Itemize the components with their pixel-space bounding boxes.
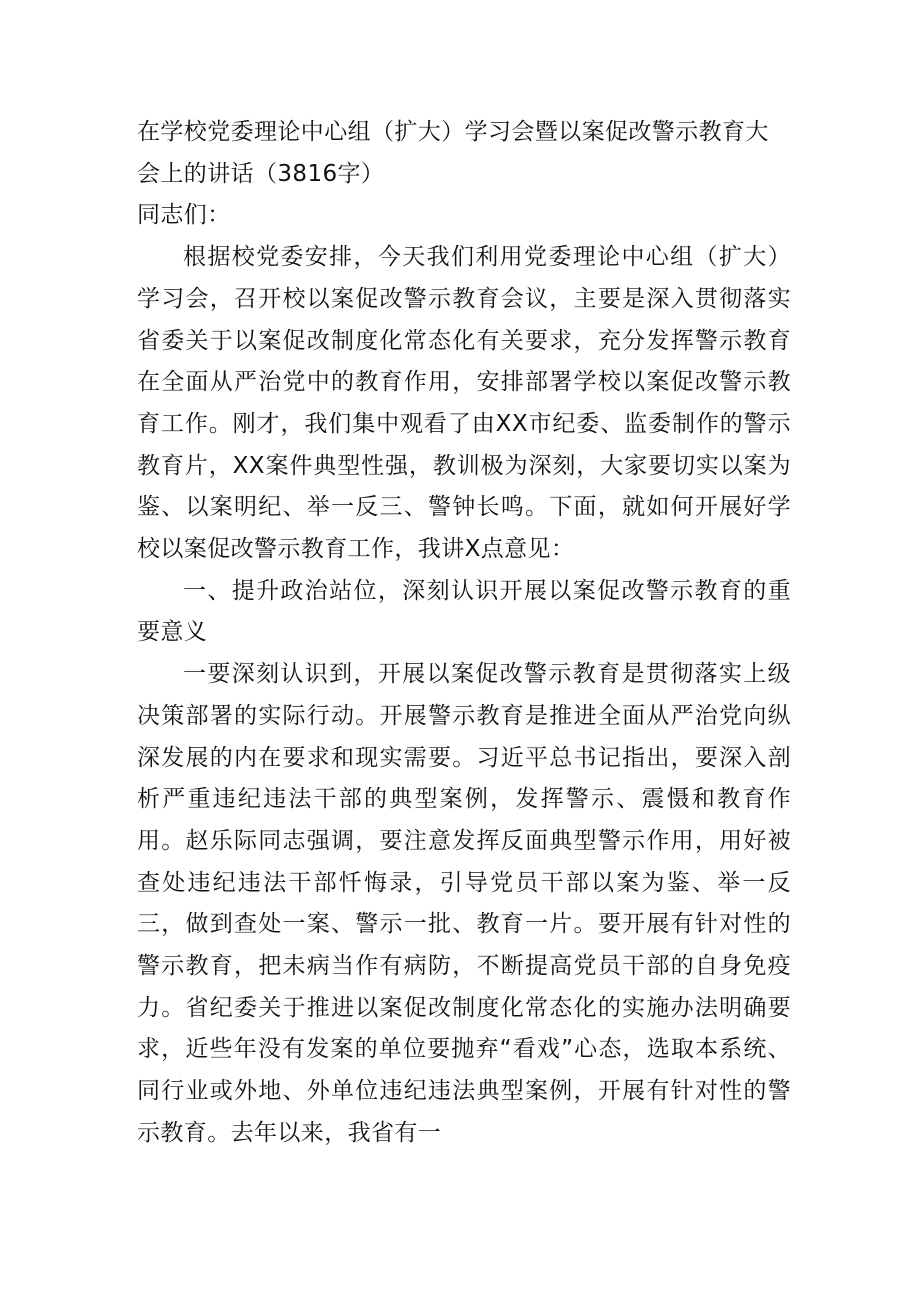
- document-title: 在学校党委理论中心组（扩大）学习会暨以案促改警示教育大会上的讲话（3816字）: [137, 119, 769, 187]
- section-heading-1: 一、提升政治站位，深刻认识开展以案促改警示教育的重要意义: [137, 577, 791, 646]
- paragraph-intro: 根据校党委安排，今天我们利用党委理论中心组（扩大）学习会，召开校以案促改警示教育会议，主要是深入贯彻落实省委关于以案促改制度化常态化有关要求，充分发挥警示教育在全面从严治党中的教育作用，安排部署学校以案促改警示教育工作。刚才，我们集中观看了由XX市纪委、监委制作的警示教育片，XX案件典型性强，教训极为深刻，大家要切实以案为鉴、以案明纪、举一反三、警钟长鸣。下面，就如何开展好学校以案促改警示教育工作，我讲X点意见：: [137, 244, 791, 563]
- greeting: 同志们：: [137, 202, 231, 229]
- paragraph-body: 一要深刻认识到，开展以案促改警示教育是贯彻落实上级决策部署的实际行动。开展警示教育是推进全面从严治党向纵深发展的内在要求和现实需要。习近平总书记指出，要深入剖析严重违纪违法干部的典型案例，发挥警示、震慑和教育作用。赵乐际同志强调，要注意发挥反面典型警示作用，用好被查处违纪违法干部忏悔录，引导党员干部以案为鉴、举一反三，做到查处一案、警示一批、教育一片。要开展有针对性的警示教育，把未病当作有病防，不断提高党员干部的自身免疫力。省纪委关于推进以案促改制度化常态化的实施办法明确要求，近些年没有发案的单位要抛弃“看戏”心态，选取本系统、同行业或外地、外单位违纪违法典型案例，开展有针对性的警示教育。去年以来，我省有一: [137, 661, 791, 1146]
- document-body: [137, 112, 791, 1155]
